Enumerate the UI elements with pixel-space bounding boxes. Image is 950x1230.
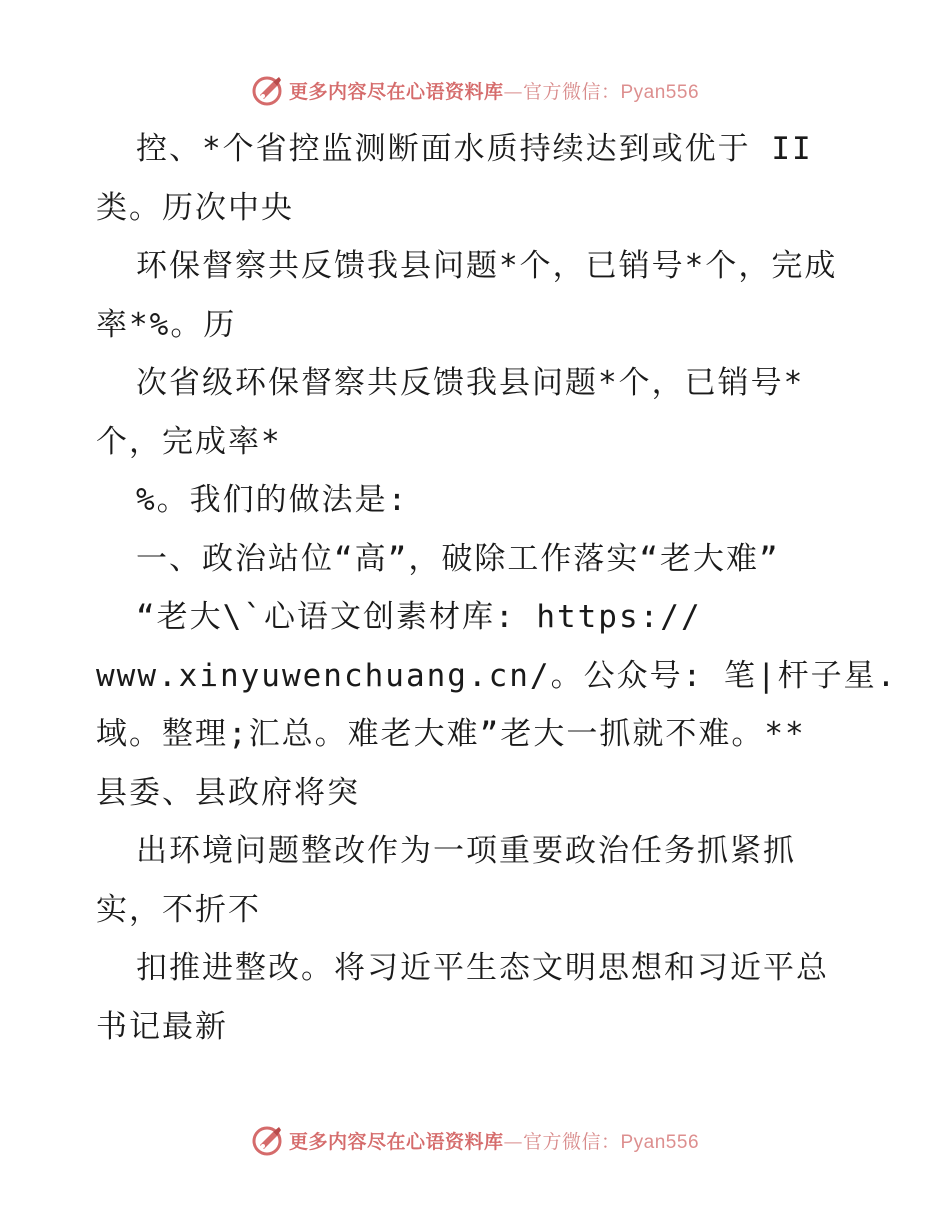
banner-separator: —: [503, 80, 523, 103]
banner-site-name: 更多内容尽在心语资料库: [288, 1130, 504, 1153]
banner-text: [289, 77, 699, 104]
document-line: 书记最新: [96, 1008, 228, 1045]
banner-wechat-id: Pyan556: [620, 1131, 700, 1153]
banner-site-name: 更多内容尽在心语资料库: [288, 80, 504, 103]
document-line: 域。整理;汇总。难老大难”老大一抓就不难。**: [96, 716, 806, 752]
document-line: 率*%。历: [96, 306, 237, 343]
document-line: 县委、县政府将突: [96, 774, 360, 811]
footer-watermark-banner: [0, 1120, 950, 1160]
section-heading: 一、政治站位“高”，破除工作落实“老大难”: [136, 540, 780, 577]
document-body: [96, 120, 898, 1056]
banner-wechat-label: 官方微信：: [522, 1130, 621, 1153]
banner-wechat-id: Pyan556: [620, 81, 700, 103]
banner-separator: —: [503, 1130, 523, 1153]
pen-logo-icon: [251, 1123, 285, 1157]
document-line: “老大\`心语文创素材库: https://: [136, 599, 702, 635]
banner-wechat-label: 官方微信：: [522, 80, 621, 103]
pen-logo-icon: [251, 73, 285, 107]
document-line: 扣推进整改。将习近平生态文明思想和习近平总: [136, 950, 829, 986]
header-watermark-banner: [0, 70, 950, 110]
document-line: 出环境问题整改作为一项重要政治任务抓紧抓: [136, 833, 796, 869]
document-line: 类。历次中央: [96, 189, 294, 226]
document-line: 控、*个省控监测断面水质持续达到或优于 II: [136, 131, 813, 167]
document-line: 个，完成率*: [96, 423, 282, 460]
document-line-url: www.xinyuwenchuang.cn/。公众号: 笔|杆子星.: [96, 657, 898, 694]
banner-text: [289, 1127, 699, 1154]
document-line: 实，不折不: [96, 891, 261, 928]
document-line: 环保督察共反馈我县问题*个，已销号*个，完成: [136, 248, 838, 284]
document-line: %。我们的做法是:: [136, 482, 409, 518]
document-line: 次省级环保督察共反馈我县问题*个，已销号*: [136, 365, 805, 401]
